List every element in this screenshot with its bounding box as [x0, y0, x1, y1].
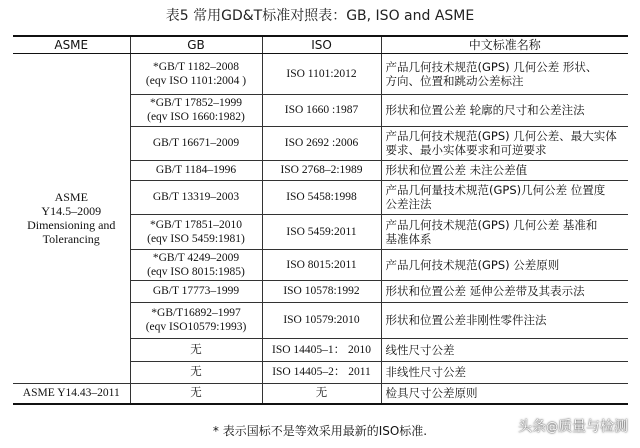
gb-cell — [130, 302, 262, 338]
name-line: 形状和位置公差 延伸公差带及其表示法 — [385, 284, 585, 298]
standards-table — [13, 35, 628, 405]
gb-line: (eqv ISO 1660:1982) — [147, 111, 245, 123]
gb-line: (eqv ISO 5459:1981) — [147, 232, 245, 245]
gb-line: 无 — [190, 343, 202, 356]
gb-line: GB/T 17773–1999 — [152, 285, 240, 297]
name-cell — [381, 361, 628, 383]
iso-cell: ISO 5459:2011 — [262, 214, 381, 249]
asme-group-cell — [13, 53, 130, 383]
gb-cell — [130, 180, 262, 214]
name-cell — [381, 302, 628, 338]
header-asme: ASME — [13, 36, 130, 53]
gb-line: (eqv ISO 1101:2004 ) — [145, 74, 247, 87]
table-row — [13, 383, 628, 404]
name-line: 产品几何技术规范(GPS) 几何公差 基准和 — [385, 217, 598, 232]
iso-cell: ISO 2768–2:1989 — [262, 160, 381, 180]
gb-cell — [130, 53, 262, 94]
gb-cell — [130, 214, 262, 249]
asme-group-line: Y14.5–2009 — [41, 204, 102, 218]
name-cell — [381, 338, 628, 361]
gb-line: (eqv ISO10579:1993) — [145, 321, 247, 333]
watermark-at: @ — [546, 420, 558, 434]
header-gb: GB — [130, 36, 262, 53]
gb-cell — [130, 338, 262, 361]
asme-group-line: Dimensioning and — [27, 218, 116, 232]
iso-cell: ISO 14405–2： 2011 — [262, 361, 381, 383]
asme-group-line: ASME — [54, 190, 88, 204]
name-cell — [381, 160, 628, 180]
gb-line: GB/T 1184–1996 — [155, 164, 237, 176]
gb-line: GB/T 16671–2009 — [152, 137, 240, 149]
name-line: 形状和位置公差 未注公差值 — [385, 163, 528, 177]
name-line: 形状和位置公差非刚性零件注法 — [385, 313, 547, 327]
gb-line: 无 — [190, 366, 202, 378]
name-line: 产品几何技术规范(GPS) 几何公差、最大实体 — [385, 129, 617, 143]
name-line: 产品几何技术规范(GPS) 几何公差 形状、 — [385, 59, 598, 74]
gb-line: *GB/T 17851–2010 — [149, 218, 243, 231]
iso-cell: ISO 1660 :1987 — [262, 94, 381, 126]
asme-group-line: Tolerancing — [42, 232, 100, 246]
iso-cell: ISO 2692 :2006 — [262, 126, 381, 160]
name-line: 方向、位置和跳动公差标注 — [385, 73, 524, 88]
gb-line: (eqv ISO 8015:1985) — [147, 265, 245, 278]
gb-cell — [130, 280, 262, 302]
name-cell — [381, 249, 628, 280]
name-line: 非线性尺寸公差 — [385, 365, 466, 379]
gb-cell — [130, 126, 262, 160]
iso-cell: ISO 14405–1： 2010 — [262, 338, 381, 361]
table-row — [13, 53, 628, 94]
header-name: 中文标准名称 — [381, 36, 628, 53]
watermark-prefix: 头条 — [518, 419, 546, 435]
name-line: 产品几何技术规范(GPS) 公差原则 — [385, 257, 560, 272]
header-iso: ISO — [262, 36, 381, 53]
gb-cell — [130, 249, 262, 280]
gb-line: *GB/T16892–1997 — [151, 307, 241, 319]
gb-line: *GB/T 4249–2009 — [152, 251, 240, 264]
name-cell — [381, 94, 628, 126]
name-line: 形状和位置公差 轮廓的尺寸和公差注法 — [385, 103, 585, 117]
watermark-name: 质量与检测 — [558, 419, 628, 435]
gb-cell — [130, 361, 262, 383]
name-cell: 检具尺寸公差原则 — [381, 383, 628, 404]
name-line: 线性尺寸公差 — [385, 342, 455, 357]
name-cell — [381, 280, 628, 302]
iso-cell: ISO 1101:2012 — [262, 53, 381, 94]
name-cell — [381, 214, 628, 249]
iso-cell: ISO 8015:2011 — [262, 249, 381, 280]
gb-line: GB/T 13319–2003 — [152, 191, 240, 203]
name-line: 产品几何量技术规范(GPS)几何公差 位置度 — [385, 183, 606, 197]
iso-cell: ISO 5458:1998 — [262, 180, 381, 214]
gb-cell — [130, 160, 262, 180]
asme-cell: ASME Y14.43–2011 — [13, 383, 130, 404]
name-cell — [381, 53, 628, 94]
name-cell — [381, 126, 628, 160]
gb-cell — [130, 94, 262, 126]
table-caption: 表5 常用GD&T标准对照表：GB, ISO and ASME — [165, 8, 475, 24]
table-body — [13, 53, 628, 404]
name-cell — [381, 180, 628, 214]
watermark — [518, 416, 628, 436]
header-row — [13, 36, 628, 53]
footnote: * 表示国标不是等效采用最新的ISO标准. — [212, 424, 428, 438]
gb-cell: 无 — [130, 383, 262, 404]
name-line: 要求、最小实体要求和可逆要求 — [385, 143, 547, 157]
name-line: 基准体系 — [385, 231, 432, 246]
name-line: 公差注法 — [385, 197, 432, 211]
iso-cell: 无 — [262, 383, 381, 404]
iso-cell: ISO 10578:1992 — [262, 280, 381, 302]
gb-line: *GB/T 17852–1999 — [149, 97, 243, 109]
iso-cell: ISO 10579:2010 — [262, 302, 381, 338]
gb-line: *GB/T 1182–2008 — [153, 60, 239, 73]
